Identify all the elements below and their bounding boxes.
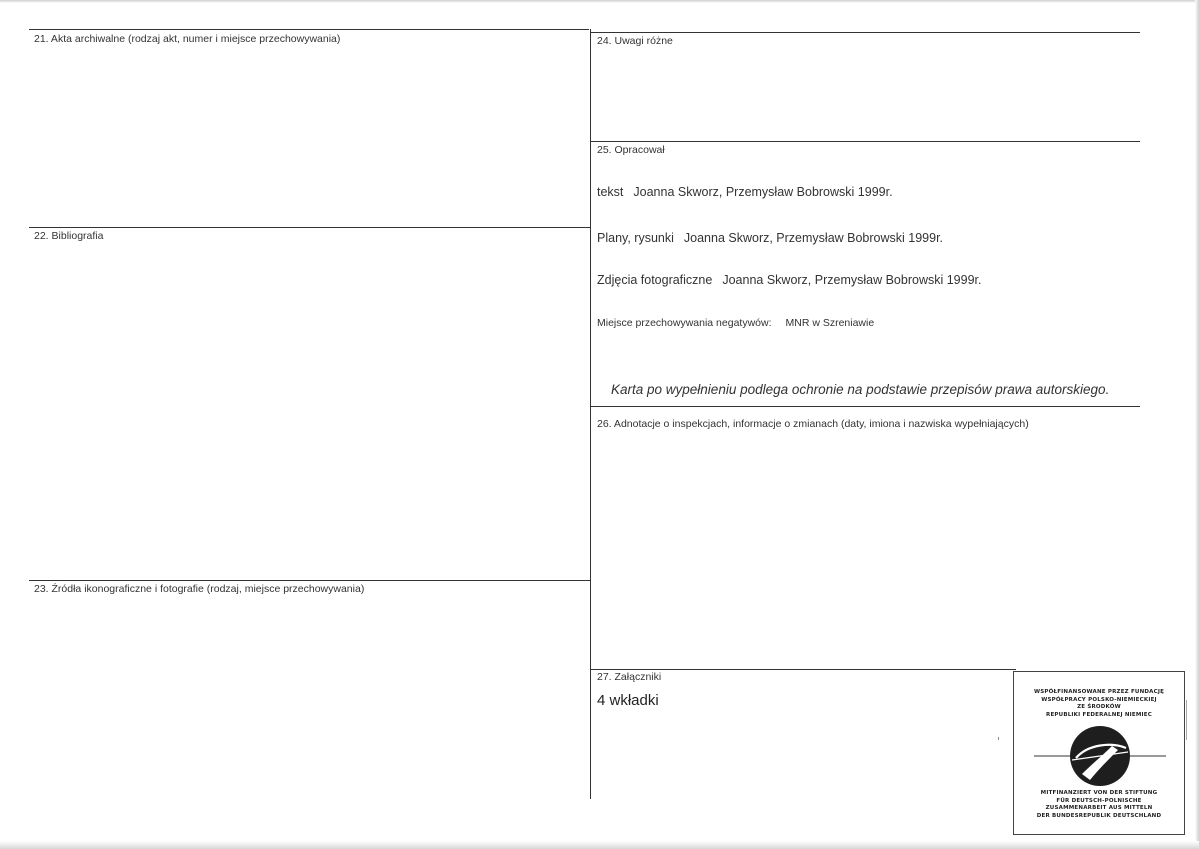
rule-23-top xyxy=(29,580,591,581)
negatives-location-key: Miejsce przechowywania negatywów: xyxy=(597,317,772,329)
sponsor-text-german-line: FÜR DEUTSCH-POLNISCHE xyxy=(1056,797,1142,804)
author-row-text-key: tekst xyxy=(597,185,624,199)
section-21-label: 21. Akta archiwalne (rodzaj akt, numer i miejsce przechowywania) xyxy=(34,33,341,45)
sponsor-text-german-line: DER BUNDESREPUBLIK DEUTSCHLAND xyxy=(1036,812,1162,819)
rule-column-divider xyxy=(590,29,591,799)
sponsor-text-polish-line: WSPÓŁFINANSOWANE PRZEZ FUNDACJĘ xyxy=(1033,689,1165,695)
author-row-plans-value: Joanna Skworz, Przemysław Bobrowski 1999r. xyxy=(683,231,944,245)
negatives-location-row xyxy=(597,317,874,329)
rule-25-top xyxy=(591,141,1140,142)
negatives-location-value: MNR w Szreniawie xyxy=(785,317,875,329)
attachments-value: 4 wkładki xyxy=(597,692,659,709)
sponsor-text-polish-line: REPUBLIKI FEDERALNEJ NIEMIEC xyxy=(1046,711,1152,718)
bridge-emblem-icon xyxy=(1032,724,1168,788)
page-edge-bottom xyxy=(0,841,1199,849)
author-row-text xyxy=(597,185,893,199)
section-27-label: 27. Załączniki xyxy=(597,671,662,683)
sponsor-text-polish xyxy=(1014,689,1184,719)
page-edge-top xyxy=(0,0,1199,3)
author-row-photos-value: Joanna Skworz, Przemysław Bobrowski 1999r. xyxy=(722,273,982,287)
author-row-plans-key: Plany, rysunki xyxy=(597,231,674,245)
author-row-photos-key: Zdjęcia fotograficzne xyxy=(597,273,713,287)
sponsor-logo xyxy=(1013,671,1185,835)
sponsor-text-german-line: MITFINANZIERT VON DER STIFTUNG xyxy=(1040,790,1158,796)
sponsor-text-german xyxy=(1014,790,1184,820)
copyright-notice: Karta po wypełnieniu podlega ochronie na podstawie przepisów prawa autorskiego. xyxy=(611,382,1110,397)
sponsor-text-german-line: ZUSAMMENARBEIT AUS MITTELN xyxy=(1045,805,1153,811)
page-edge-right xyxy=(1195,0,1199,849)
author-row-photos xyxy=(597,273,981,287)
section-26-label: 26. Adnotacje o inspekcjach, informacje o zmianach (daty, imiona i nazwiska wypełniających) xyxy=(597,418,1029,430)
rule-21-top xyxy=(29,29,589,30)
rule-26-top xyxy=(591,406,1140,407)
section-24-label: 24. Uwagi różne xyxy=(597,35,673,47)
author-row-plans xyxy=(597,231,943,245)
rule-24-top xyxy=(591,32,1140,33)
sponsor-text-polish-line: ZE ŚRODKÓW xyxy=(1077,704,1121,710)
scan-speck xyxy=(998,737,999,740)
scan-speck xyxy=(1186,700,1187,740)
rule-22-top xyxy=(29,227,591,228)
author-row-text-value: Joanna Skworz, Przemysław Bobrowski 1999r. xyxy=(633,185,893,199)
section-23-label: 23. Źródła ikonograficzne i fotografie (rodzaj, miejsce przechowywania) xyxy=(34,583,365,595)
rule-27-top xyxy=(591,669,1016,670)
section-22-label: 22. Bibliografia xyxy=(34,230,104,242)
sponsor-text-polish-line: WSPÓŁPRACY POLSKO-NIEMIECKIEJ xyxy=(1041,696,1157,703)
section-25-label: 25. Opracował xyxy=(597,144,665,156)
